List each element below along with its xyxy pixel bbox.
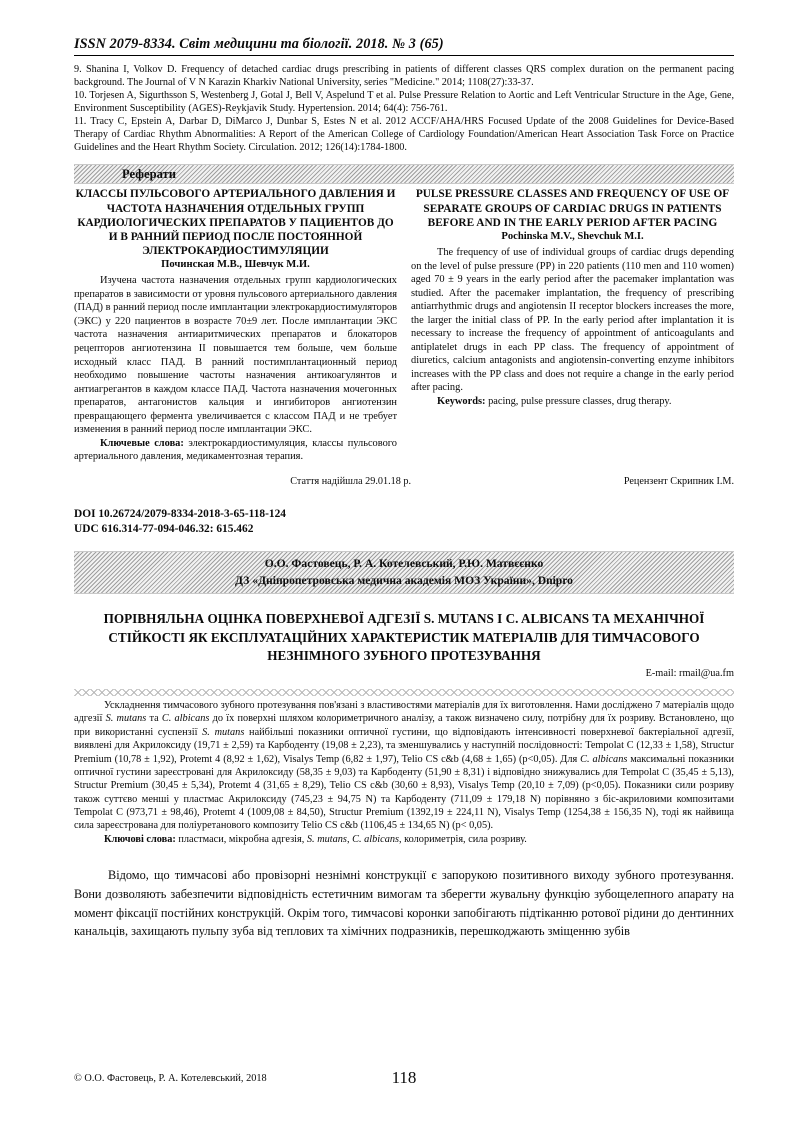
abstract-column-en [411, 187, 734, 463]
article-affiliation: ДЗ «Дніпропетровська медична академія МОЗ України», Dnipro [235, 574, 573, 588]
abstract-paragraph-ru: Изучена частота назначения отдельных групп кардиологических препаратов в зависимости от уровня пульсового артериального давления (ПАД) в ранний период после имплантации электрокардиостимуляторов (ЭКС) у 220 пациентов в возрасте 70±9 лет. После имплантации ЭКС частота назначения антиаритмических препаратов и блокаторов рецепторов ангиотензина II повышается тем больше, чем больше исходный класс ПАД. В ранний постимплантационный период необходимо повышение частоты назначения антикоагулянтов и антиагрегантов в каждом классе ПАД. Частота назначения мочегонных препаратов, антагонистов кальция и ингибиторов ангиотензин превращающего фермента увеличивается с классом ПАД и не требует изменения в ранний период после имплантации ЭКС. [74, 275, 397, 436]
abstract-authors-ru: Починская М.В., Шевчук М.И. [161, 259, 310, 271]
abstract-authors-en: Pochinska M.V., Shevchuk M.I. [501, 230, 644, 242]
abstracts-section-label: Реферати [122, 167, 176, 182]
page-footer [74, 1068, 734, 1094]
keywords-label-ru: Ключевые слова: [100, 437, 184, 449]
keywords-label-en: Keywords: [437, 395, 486, 407]
article-keywords-label: Ключові слова: [104, 833, 176, 845]
page-content [74, 36, 734, 941]
article-title: ПОРІВНЯЛЬНА ОЦІНКА ПОВЕРХНЕВОЇ АДГЕЗІЇ S. MUTANS І C. ALBICANS ТА МЕХАНІЧНОЇ СТІЙКОСТІ ЯК ЕКСПЛУАТАЦІЙНИХ ХАРАКТЕРИСТИК МАТЕРІАЛІВ ДЛЯ ТИМЧАСОВОГО НЕЗНІМНОГО ЗУБНОГО ПРОТЕЗУВАННЯ [103, 611, 705, 663]
abstract-paragraph-en: The frequency of use of individual groups of cardiac drugs depending on the level of pulse pressure (PP) in 220 patients (110 men and 110 women) aged 70 ± 9 years in the early period after the pacemaker implantation was studied. After the pacemaker implantation, the frequency of prescribing antiarrhythmic drugs and angiotensin II receptor blockers increases the more, the larger the initial class of PP. In the early period after implantation it is necessary to increase the frequency of appointment of anticoagulants and antiplatelet drugs in each PP class. The frequency of appointment of diuretics, calcium antagonists and angiotensin-converting enzyme inhibitors increases with the PP class and does not require a change in the early period after pacing. [411, 246, 734, 394]
keywords-value-en: pacing, pulse pressure classes, drug therapy. [488, 395, 672, 407]
zigzag-separator [74, 689, 734, 696]
article-abstract-paragraph: Ускладнення тимчасового зубного протезування пов'язані з властивостями матеріалів для їх виготовлення. Нами досліджено 7 матеріалів щодо адгезії S. mutans та C. albicans до їх поверхні шляхом колориметричного аналізу, а також визначено силу, потрібну для їх розриву. Встановлено, що при використанні суспензії S. mutans найбільші показники оптичної густини, що відповідають інтенсивності поверхневої бактеріальної адгезії, виявлені для Акрилоксиду (19,71 ± 2,59) та Карбоденту (19,08 ± 2,23), та зменшувались у наступній послідовності: Tempolat C (12,33 ± 1,58), Structur Premium (10,78 ± 1,92), Protemt 4 (8,92 ± 1,62), Visalys Temp (6,82 ± 1,97), Telio CS c&b (4,68 ± 1,65) (p<0,05). Для C. albicans максимальні показники оптичної густини зареєстровані для Акрилоксиду (58,35 ± 9,03) та Карбоденту (51,90 ± 8,31) і відповідно знижувались для Tempolat C (35,45 ± 5,13), Structur Premium (30,45 ± 5,34), Protemt 4 (31,65 ± 8,29), Telio CS c&b (30,60 ± 8,93), Visalys Temp (20,10 ± 7,09) (p<0,05). Показники сили розриву також суттєво менші у пластмас Акрилоксиду (745,23 ± 94,75 N) та Карбоденту (711,09 ± 179,18 N) порівняно з біс-акриловими композитами Tempolat C (973,71 ± 98,46), Protemt 4 (1009,08 ± 84,50), Structur Premium (1392,19 ± 224,11 N), Visalys Temp (1254,38 ± 156,35 N), тоді як найвища сила зареєстрована для поліуретанового композиту Telio CS c&b (1106,45 ± 134,65 N) (p< 0,05). [74, 700, 735, 832]
abstract-body-en [411, 246, 734, 408]
footer-page-number: 118 [391, 1068, 417, 1087]
abstract-body-ru [74, 274, 397, 463]
doi-line: DOI 10.26724/2079-8334-2018-3-65-118-124 [74, 507, 286, 520]
udc-line: UDC 616.314-77-094-046.32: 615.462 [74, 523, 254, 536]
footer-copyright: © О.О. Фастовець, Р. А. Котелевський, 2018 [74, 1073, 267, 1084]
submission-reviewer-line [74, 476, 734, 487]
article-body [74, 866, 734, 941]
identifier-block [74, 507, 734, 538]
reference-item: 11. Tracy C, Epstein A, Darbar D, DiMarco J, Dunbar S, Estes N et al. 2012 ACCF/AHA/HRS Focused Update of the 2008 Guidelines for Device-Based Therapy of Cardiac Rhythm Abnormalities: A Report of the American College of Cardiology Foundation/American Heart Association Task Force on Practice Guidelines and the Heart Rhythm Society. Circulation. 2012; 126(14):1784-1800. [74, 116, 734, 154]
running-head-rule [74, 55, 734, 56]
abstract-column-ru [74, 187, 397, 463]
article-keywords-value: пластмаси, мікробна адгезія, S. mutans, C. albicans, колориметрія, сила розриву. [178, 833, 527, 845]
abstracts-columns [74, 187, 734, 463]
abstract-keywords-ru [74, 437, 397, 464]
article-abstract [74, 699, 734, 846]
running-head: ISSN 2079-8334. Світ медицини та біології. 2018. № 3 (65) [74, 36, 444, 52]
abstract-keywords-en [411, 395, 734, 409]
references-list [74, 63, 734, 154]
abstract-title-en: PULSE PRESSURE CLASSES AND FREQUENCY OF USE OF SEPARATE GROUPS OF CARDIAC DRUGS IN PATIENTS BEFORE AND IN THE EARLY PERIOD AFTER PACING [415, 188, 730, 229]
reviewer-name: Рецензент Скрипник І.М. [623, 475, 734, 487]
keywords-value-ru: электрокардиостимуляция, классы пульсового артериального давления, медикаментозная терапия. [74, 437, 397, 463]
reference-item: 10. Torjesen A, Sigurthsson S, Westenberg J, Gotal J, Bell V, Aspelund T et al. Pulse Pressure Relation to Aortic and Left Ventricular Structure in the Age, Gene, Environment Susceptibility (AGES)-Reykjavik Study. Hypertension. 2014; 64(4): 756-761. [74, 90, 734, 115]
reference-item: 9. Shanina I, Volkov D. Frequency of detached cardiac drugs prescribing in patients of different classes QRS complex duration on the permanent pacing background. The Journal of V N Karazin Kharkiv National University, series "Medicine." 2014; 1108(27):33-37. [74, 64, 734, 89]
abstract-title-ru: КЛАССЫ ПУЛЬСОВОГО АРТЕРИАЛЬНОГО ДАВЛЕНИЯ И ЧАСТОТА НАЗНАЧЕНИЯ ОТДЕЛЬНЫХ ГРУПП КАРДИОЛОГИЧЕСКИХ ПРЕПАРАТОВ У ПАЦИЕНТОВ ДО И В РАННИЙ ПЕРИОД ПОСЛЕ ПОСТОЯННОЙ ЭЛЕКТРОКАРДИОСТИМУЛЯЦИИ [75, 188, 396, 258]
article-keywords [74, 833, 734, 846]
submitted-date: Стаття надійшла 29.01.18 р. [290, 475, 411, 487]
article-authors-band [74, 551, 734, 595]
article-authors: О.О. Фастовець, Р. А. Котелевський, Р.Ю. Матвєєнко [264, 556, 544, 570]
article-email: E-mail: rmail@ua.fm [645, 668, 734, 680]
abstracts-section-band [74, 164, 734, 184]
article-body-paragraph: Відомо, що тимчасові або провізорні незнімні конструкції є запорукою позитивного виходу зубного протезування. Вони дозволяють забезпечити відповідність естетичним вимогам та зберегти жувальну функцію зубощелепного апарату на момент фіксації постійних конструкцій. Окрім того, тимчасові коронки запобігають підтіканню ротової рідини до дентинних канальців, захищають пульпу зуба від теплових та хімічних подразників, перешкоджають зміщенню зубів [74, 868, 734, 939]
